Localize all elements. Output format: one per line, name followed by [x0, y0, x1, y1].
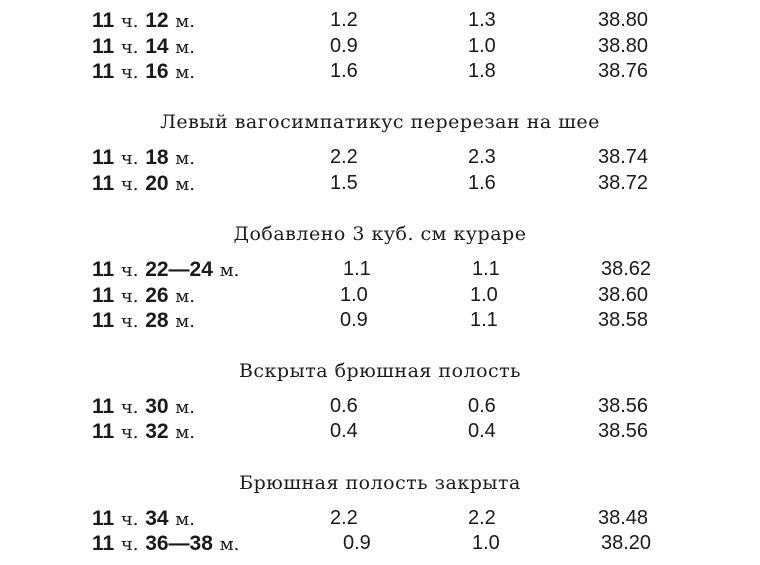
time-cell: 11 ч. 32 м.	[92, 420, 195, 443]
time-cell: 11 ч. 18 м.	[92, 146, 195, 169]
table-row	[0, 282, 760, 308]
time-cell: 11 ч. 14 м.	[92, 35, 195, 58]
value-2-cell: 1.1	[472, 258, 500, 280]
value-1-cell: 1.5	[330, 172, 358, 194]
value-2-cell: 1.3	[468, 9, 496, 31]
value-2-cell: 1.1	[470, 309, 498, 331]
value-2-cell: 1.0	[472, 532, 500, 554]
temperature-cell: 38.58	[598, 309, 649, 331]
value-1-cell: 0.9	[340, 309, 368, 331]
temperature-cell: 38.76	[598, 60, 649, 82]
temperature-cell: 38.80	[598, 9, 649, 31]
table-row	[0, 58, 760, 84]
temperature-cell: 38.60	[598, 284, 649, 306]
value-1-cell: 0.9	[343, 532, 371, 554]
time-cell: 11 ч. 34 м.	[92, 507, 195, 530]
value-1-cell: 2.2	[330, 507, 358, 529]
table-row	[0, 256, 760, 282]
section-heading: Левый вагосимпатикус перерезан на шее	[160, 111, 600, 133]
value-1-cell: 1.0	[340, 284, 368, 306]
table-row	[0, 33, 760, 59]
value-2-cell: 1.6	[468, 172, 496, 194]
time-cell: 11 ч. 30 м.	[92, 395, 195, 418]
section-heading: Добавлено 3 куб. см кураре	[233, 223, 527, 245]
section-heading: Брюшная полость закрыта	[239, 472, 521, 494]
table-row	[0, 170, 760, 196]
temperature-cell: 38.48	[598, 507, 649, 529]
time-cell: 11 ч. 28 м.	[92, 309, 195, 332]
time-cell: 11 ч. 16 м.	[92, 60, 195, 83]
table-row	[0, 307, 760, 333]
value-2-cell: 2.3	[468, 146, 496, 168]
temperature-cell: 38.56	[598, 395, 649, 417]
value-1-cell: 1.2	[330, 9, 358, 31]
table-row	[0, 418, 760, 444]
section-heading: Вскрыта брюшная полость	[238, 360, 522, 382]
temperature-cell: 38.80	[598, 35, 649, 57]
value-2-cell: 1.0	[468, 35, 496, 57]
time-cell: 11 ч. 22—24 м.	[92, 258, 240, 281]
temperature-cell: 38.72	[598, 172, 649, 194]
temperature-cell: 38.20	[601, 532, 652, 554]
time-cell: 11 ч. 20 м.	[92, 172, 195, 195]
value-1-cell: 0.4	[330, 420, 358, 442]
table-row	[0, 393, 760, 419]
temperature-cell: 38.62	[601, 258, 652, 280]
table-row	[0, 530, 760, 556]
time-cell: 11 ч. 26 м.	[92, 284, 195, 307]
value-1-cell: 1.6	[330, 60, 358, 82]
time-cell: 11 ч. 36—38 м.	[92, 532, 240, 555]
value-1-cell: 0.9	[330, 35, 358, 57]
table-row	[0, 144, 760, 170]
value-1-cell: 0.6	[330, 395, 358, 417]
value-2-cell: 0.6	[468, 395, 496, 417]
temperature-cell: 38.56	[598, 420, 649, 442]
temperature-cell: 38.74	[598, 146, 649, 168]
value-1-cell: 2.2	[330, 146, 358, 168]
value-2-cell: 0.4	[468, 420, 496, 442]
value-2-cell: 1.0	[470, 284, 498, 306]
time-cell: 11 ч. 12 м.	[92, 9, 195, 32]
value-2-cell: 1.8	[468, 60, 496, 82]
table-row	[0, 7, 760, 33]
value-2-cell: 2.2	[468, 507, 496, 529]
value-1-cell: 1.1	[343, 258, 371, 280]
table-row	[0, 505, 760, 531]
